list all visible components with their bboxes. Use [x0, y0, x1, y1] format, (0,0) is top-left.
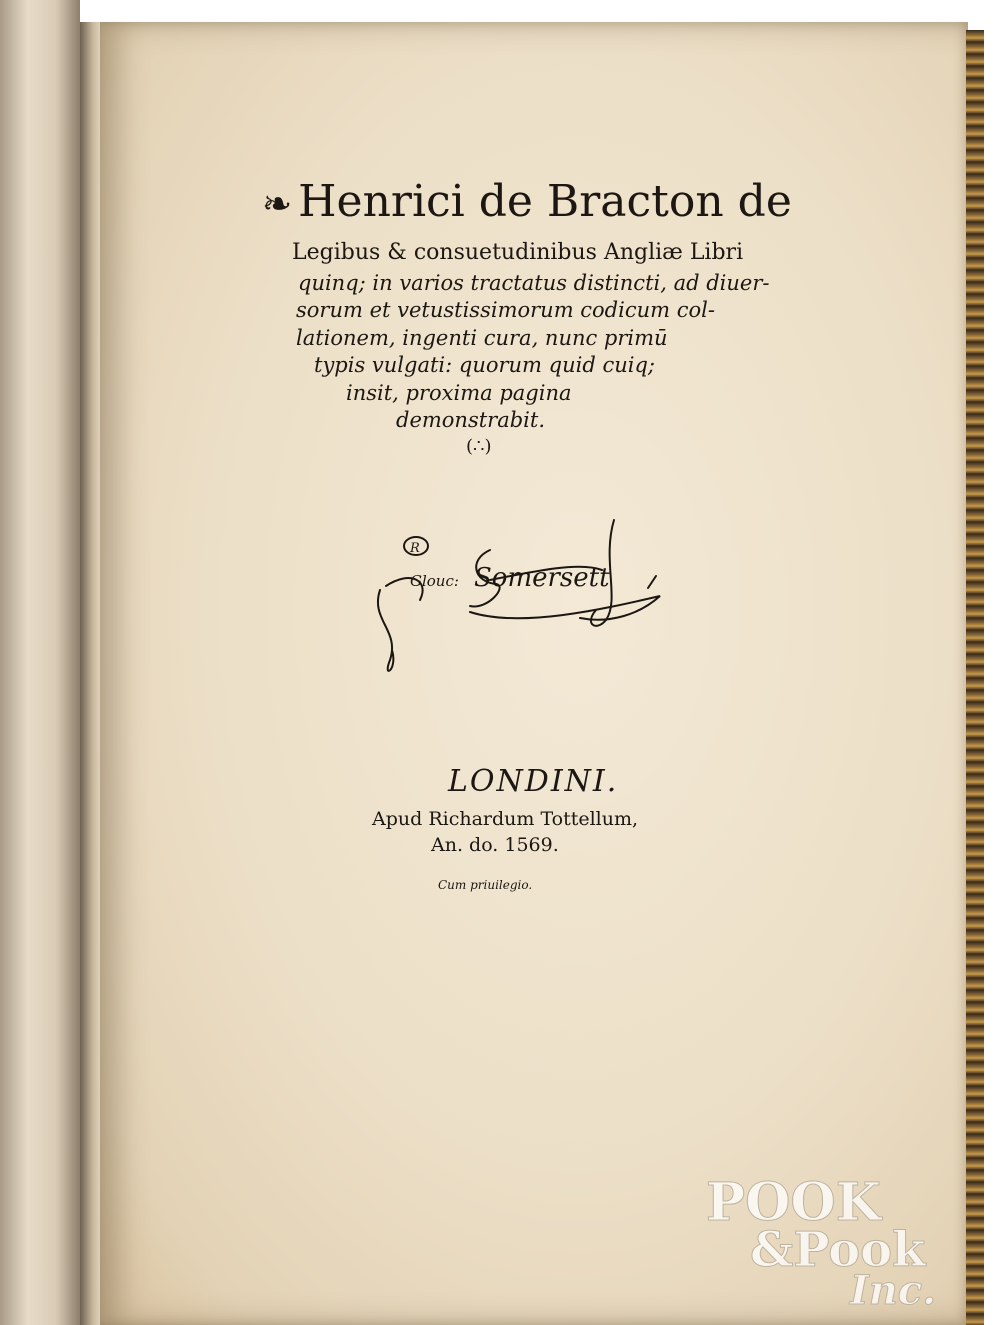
watermark-line-2: &Pook [750, 1222, 926, 1278]
imprint-date: An. do. 1569. [431, 834, 559, 856]
title-line-5: lationem, ingenti cura, nunc primū [296, 326, 668, 350]
left-cover-board [0, 0, 80, 1325]
imprint-printer: Apud Richardum Tottellum, [372, 808, 639, 830]
title-line-3: quinq; in varios tractatus distincti, ad diuer- [298, 271, 770, 295]
gilt-binding-edge [966, 30, 984, 1325]
pook-watermark-logo [700, 1168, 980, 1308]
left-page-edge [80, 22, 102, 1325]
signature-drawing [370, 510, 670, 710]
imprint-city: LONDINI. [448, 764, 619, 799]
title-line-8: demonstrabit. [396, 408, 545, 432]
signature-initial: R [410, 541, 420, 556]
title-line-6: typis vulgati: quorum quid cuiq; [314, 353, 655, 377]
watermark-line-3: Inc. [850, 1267, 937, 1308]
watermark-drawing [700, 1168, 980, 1308]
title-line-1: ❧ Henrici de Bracton de [262, 176, 792, 227]
title-line-7: insit, proxima pagina [346, 381, 572, 405]
handwritten-signature [370, 510, 670, 710]
signature-prefix: Glouc: [410, 572, 459, 590]
fleuron-icon: ❧ [262, 184, 293, 225]
privilege-note: Cum priuilegio. [438, 878, 533, 892]
signature-name: Somersett [474, 563, 610, 593]
watermark-line-1: POOK [706, 1172, 881, 1233]
title-line-2: Legibus & consuetudinibus Angliæ Libri [292, 240, 744, 265]
ornament-mark: (∴) [466, 436, 492, 457]
title-line-4: sorum et vetustissimorum codicum col- [296, 298, 715, 322]
